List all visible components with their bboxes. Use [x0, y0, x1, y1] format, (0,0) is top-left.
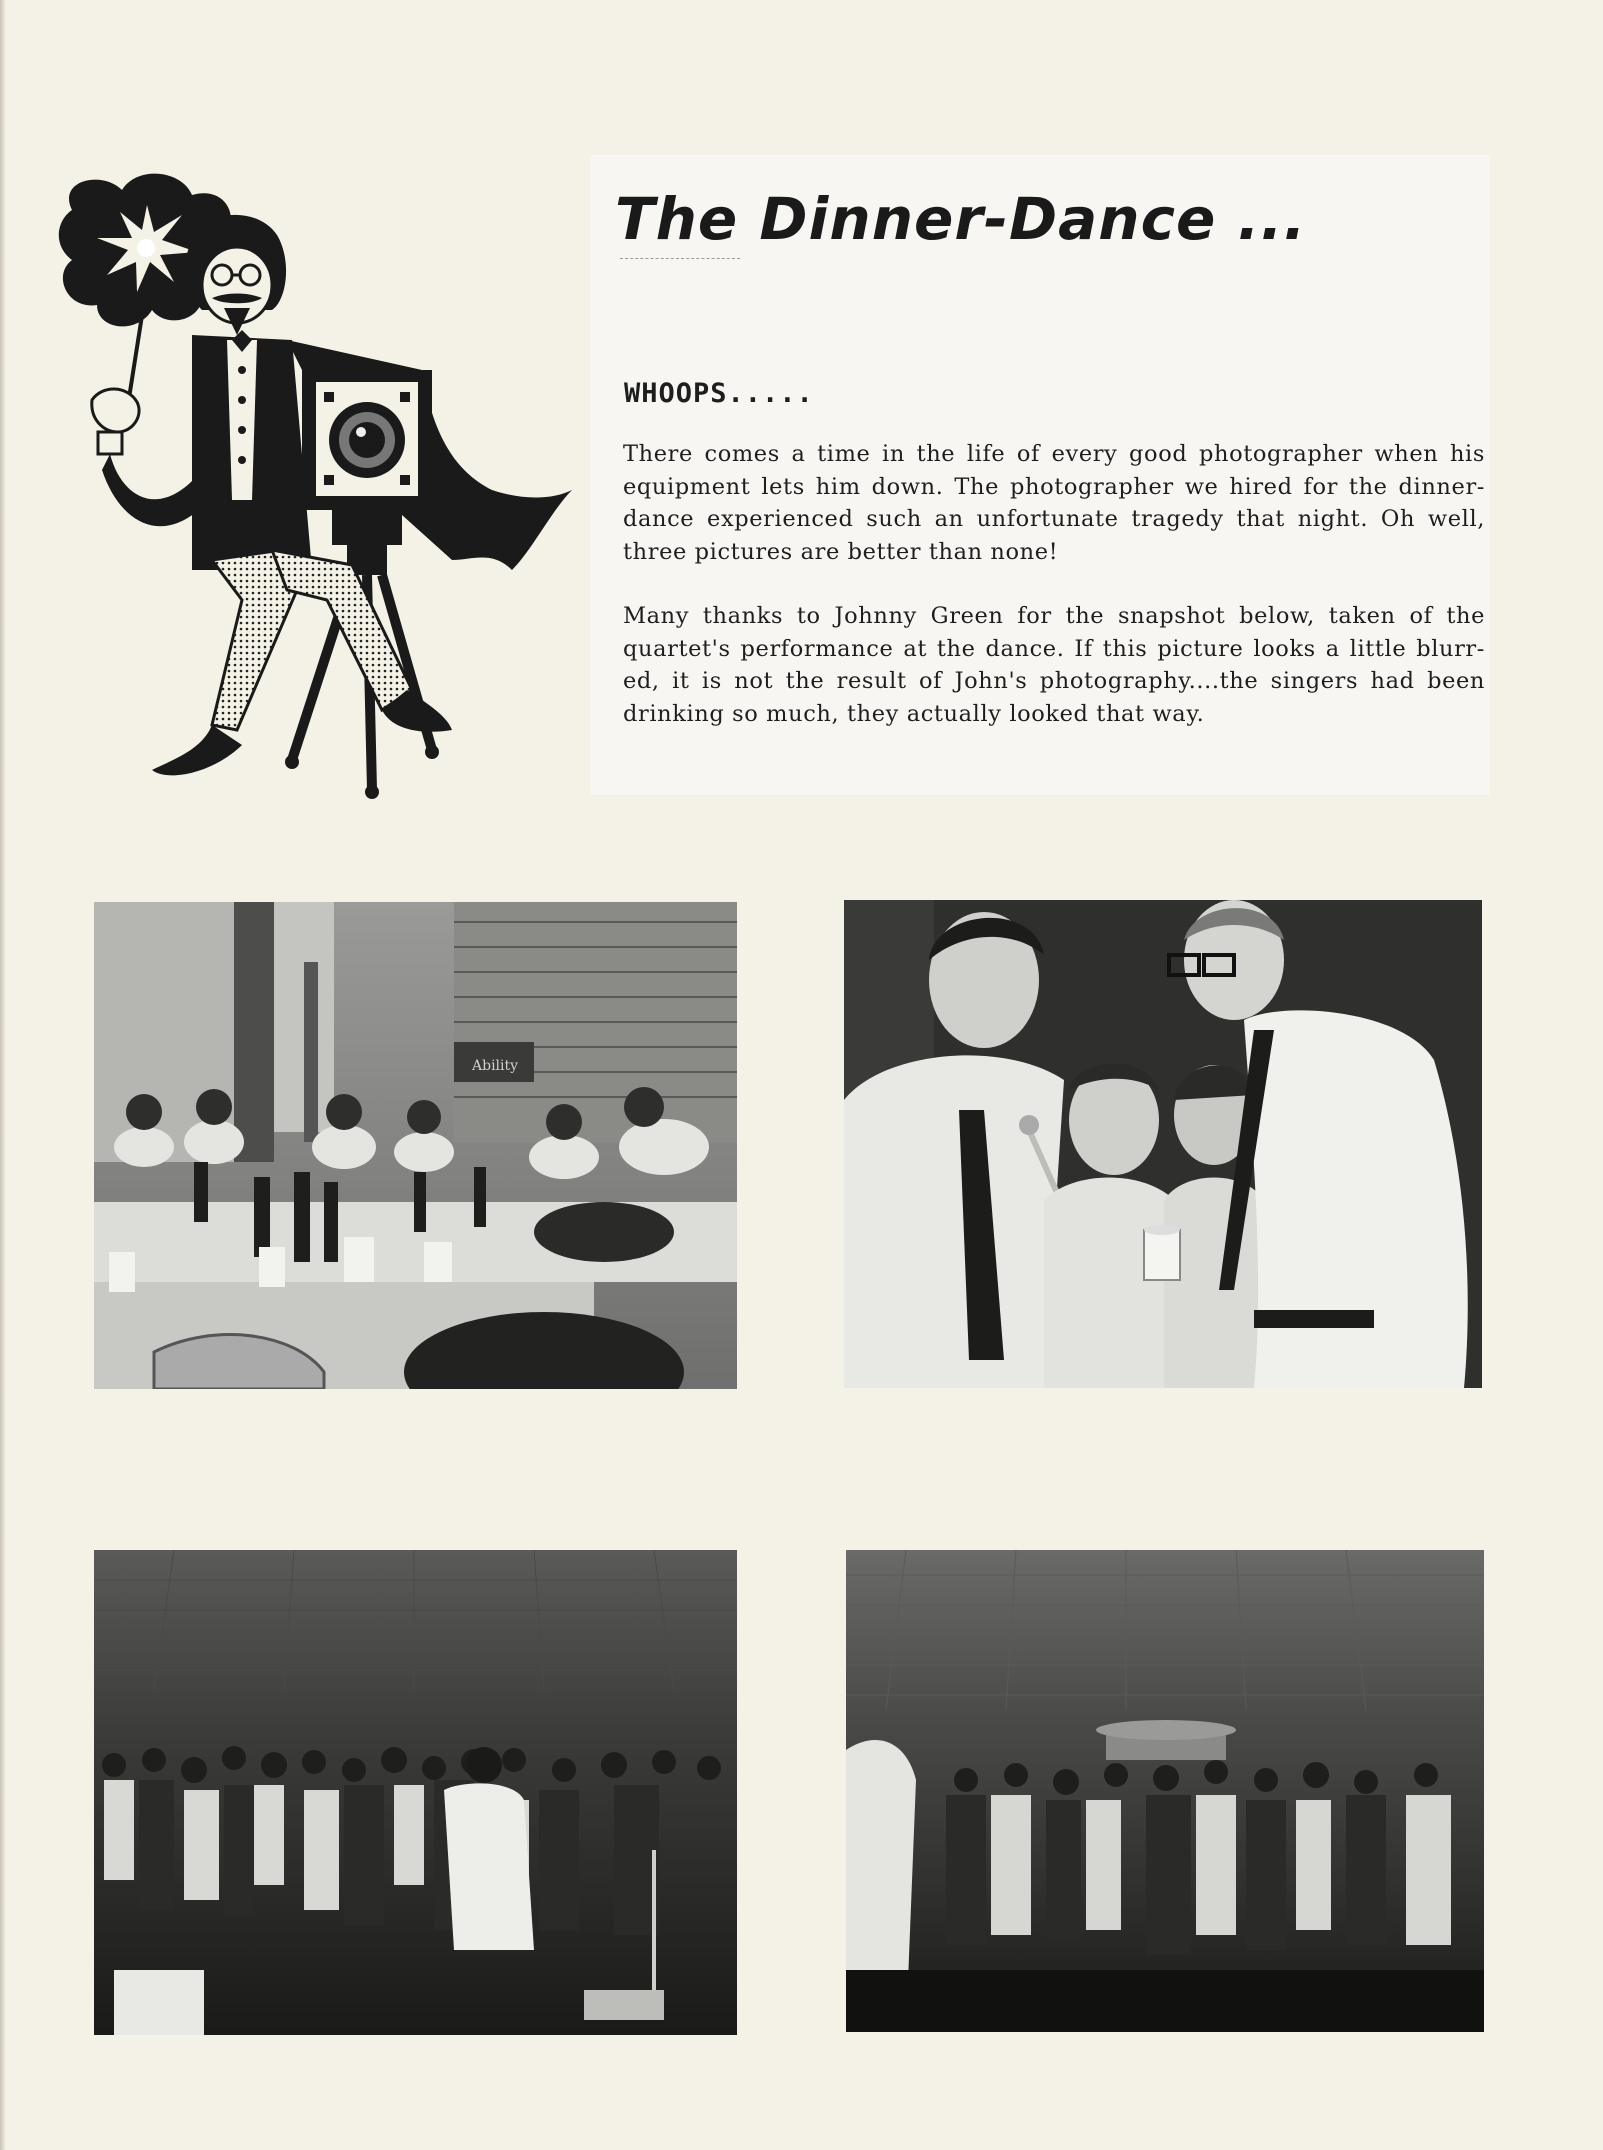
photo-dance-floor-1 — [94, 1550, 737, 2035]
photo-quartet — [844, 900, 1482, 1388]
article-paragraph-1: There comes a time in the life of every good photographer when his equipment lets him down. The photographer we hired for the dinner-dance experienced such an unfortunate tragedy that night. Oh well, three pictures are better than none! — [623, 441, 1485, 565]
article-paragraph-2: Many thanks to Johnny Green for the snapshot below, taken of the quartet's performance at the dance. If this picture looks a little blurr-ed, it is not the result of John's photography....the singers had been drinking so much, they actually looked that way. — [623, 603, 1485, 727]
photo-dinner-tables — [94, 902, 737, 1389]
article-subheading: WHOOPS..... — [624, 378, 814, 409]
title-underline — [620, 258, 740, 259]
article-title: The Dinner-Dance ... — [615, 185, 1307, 253]
photo-dance-floor-2 — [846, 1550, 1484, 2032]
page-edge — [0, 0, 6, 2150]
photographer-cartoon-icon — [52, 170, 592, 810]
sign-text: Ability — [472, 1058, 519, 1074]
